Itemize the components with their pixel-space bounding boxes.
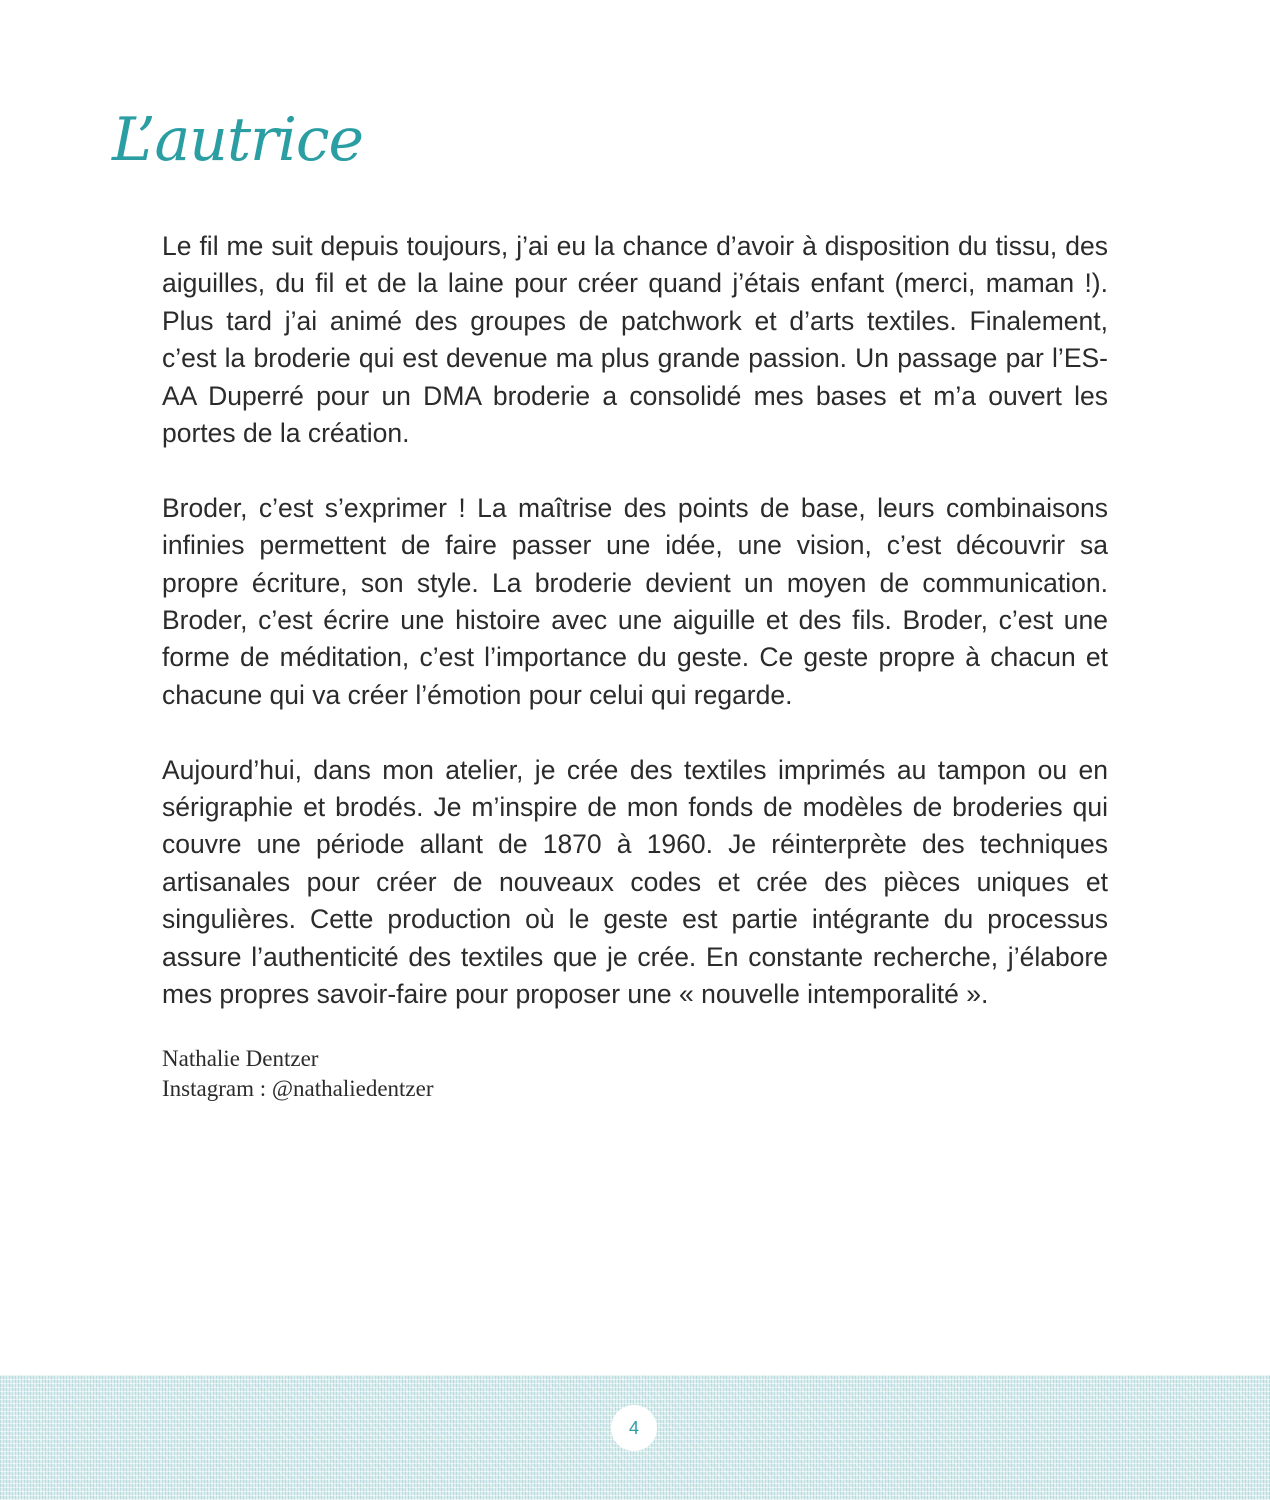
- page-number-label: 4: [628, 1417, 639, 1438]
- paragraph-broder: Broder, c’est s’exprimer ! La maîtrise des points de base, leurs combinaisons infinies permettent de faire passer une idée, une vision, c’est découvrir sa propre écriture, son style. La broderie devient un moyen de communication. Broder, c’est écrire une histoire avec une aiguille et des fils. Broder, c’est une forme de méditation, c’est l’importance du geste. Ce geste propre à chacun et chacune qui va créer l’émotion pour celui qui regarde.: [162, 492, 1108, 710]
- signature-block: [162, 1044, 434, 1104]
- page-number: [611, 1405, 657, 1451]
- page-title: L’autrice: [112, 105, 364, 175]
- author-name: Nathalie Dentzer: [162, 1046, 319, 1071]
- paragraph-atelier: Aujourd’hui, dans mon atelier, je crée des textiles imprimés au tampon ou en sérigraphie et brodés. Je m’inspire de mon fonds de modèles de broderies qui couvre une période allant de 1870 à 1960. Je réinterprète des techniques artisanales pour créer de nouveaux codes et crée des pièces uniques et singulières. Cette production où le geste est partie intégrante du processus assure l’authenticité des textiles que je crée. En constante recherche, j’élabore mes propres savoir-faire pour proposer une « nouvelle intemporalité ».: [162, 754, 1108, 1010]
- biography-text: [162, 228, 1108, 1051]
- paragraph-intro: Le fil me suit depuis toujours, j’ai eu la chance d’avoir à disposition du tissu, des aiguilles, du fil et de la laine pour créer quand j’étais enfant (merci, maman !). Plus tard j’ai animé des groupes de patchwork et d’arts textiles. Finalement, c’est la broderie qui est devenue ma plus grande passion. Un passage par l’ES-AA Duperré pour un DMA broderie a consolidé mes bases et m’a ouvert les portes de la création.: [162, 231, 1108, 449]
- instagram-handle: Instagram : @nathaliedentzer: [162, 1076, 434, 1101]
